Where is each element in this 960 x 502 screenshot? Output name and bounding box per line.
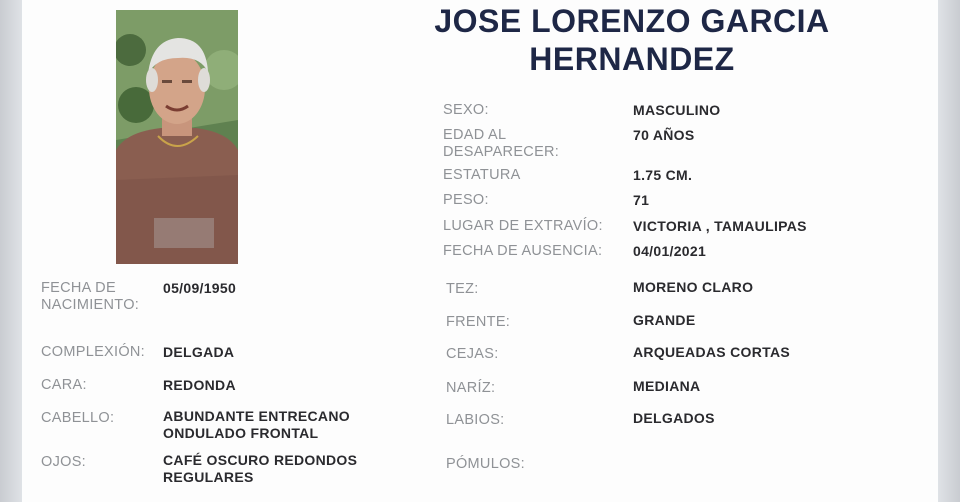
missing-person-sheet <box>22 0 938 502</box>
label-edad: EDAD AL DESAPARECER: <box>443 127 560 160</box>
label-nariz: NARÍZ: <box>446 380 496 396</box>
value-estatura: 1.75 CM. <box>633 167 693 183</box>
value-cara: REDONDA <box>163 377 236 393</box>
left-margin-strip <box>0 0 22 502</box>
value-tez: MORENO CLARO <box>633 279 754 295</box>
value-complexion: DELGADA <box>163 344 235 360</box>
person-name <box>382 2 882 78</box>
label-pomulos: PÓMULOS: <box>446 456 525 472</box>
value-peso: 71 <box>633 192 650 208</box>
name-line-1: JOSE LORENZO GARCIA <box>434 3 830 39</box>
value-ojos: CAFÉ OSCURO REDONDOS REGULARES <box>163 452 358 485</box>
name-line-2: HERNANDEZ <box>529 41 735 77</box>
value-frente: GRANDE <box>633 312 696 328</box>
label-ojos: OJOS: <box>41 454 87 470</box>
photo-image <box>116 10 238 264</box>
label-labios: LABIOS: <box>446 412 505 428</box>
value-labios: DELGADOS <box>633 410 715 426</box>
label-sexo: SEXO: <box>443 102 489 118</box>
value-fecha-ausencia: 04/01/2021 <box>633 243 707 259</box>
label-tez: TEZ: <box>446 281 479 297</box>
label-lugar-extravio: LUGAR DE EXTRAVÍO: <box>443 218 603 234</box>
value-cabello: ABUNDANTE ENTRECANO ONDULADO FRONTAL <box>163 408 350 441</box>
label-fecha-ausencia: FECHA DE AUSENCIA: <box>443 243 603 259</box>
label-frente: FRENTE: <box>446 314 511 330</box>
label-cabello: CABELLO: <box>41 410 115 426</box>
label-cejas: CEJAS: <box>446 346 499 362</box>
value-fecha-nacimiento: 05/09/1950 <box>163 280 237 296</box>
label-cara: CARA: <box>41 377 87 393</box>
label-complexion: COMPLEXIÓN: <box>41 344 146 360</box>
person-photo <box>116 10 238 264</box>
label-estatura: ESTATURA <box>443 167 521 183</box>
right-margin-strip <box>938 0 960 502</box>
label-fecha-nacimiento: FECHA DE NACIMIENTO: <box>41 280 140 313</box>
value-nariz: MEDIANA <box>633 378 701 394</box>
value-lugar-extravio: VICTORIA , TAMAULIPAS <box>633 218 807 234</box>
value-cejas: ARQUEADAS CORTAS <box>633 344 790 360</box>
value-edad: 70 AÑOS <box>633 127 695 143</box>
label-peso: PESO: <box>443 192 489 208</box>
value-sexo: MASCULINO <box>633 102 721 118</box>
